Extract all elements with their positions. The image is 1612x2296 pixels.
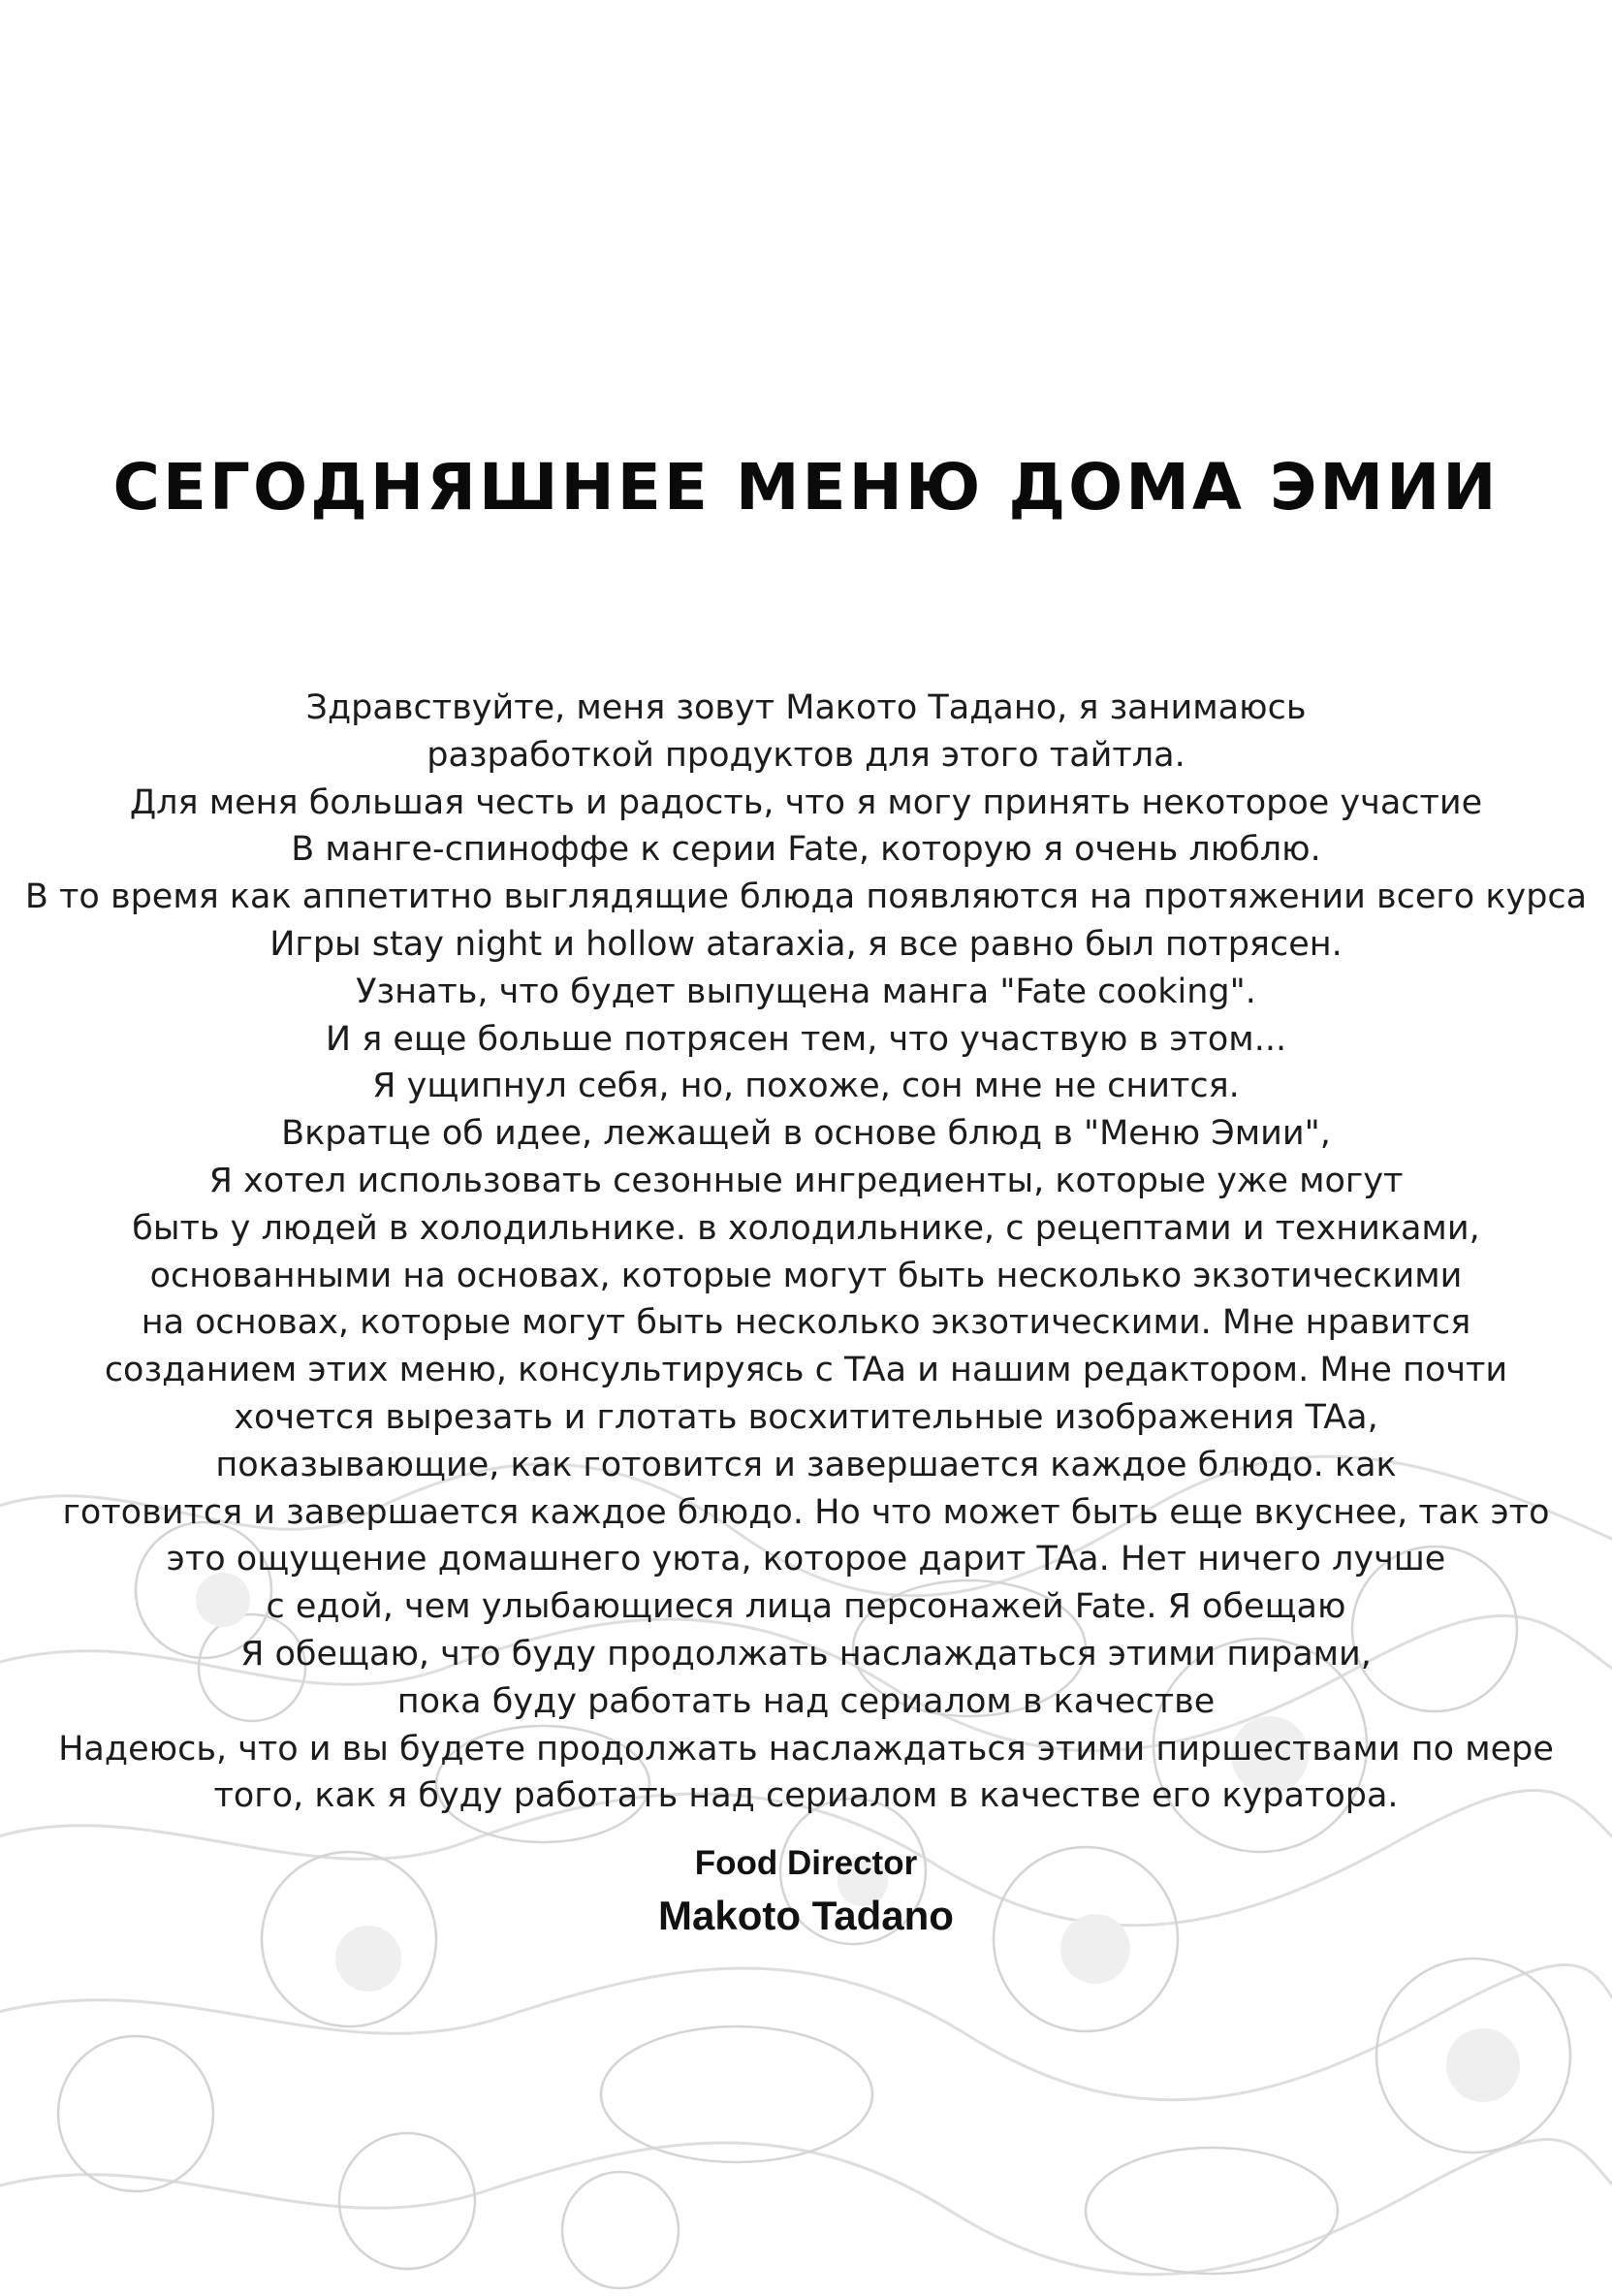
body-line: И я еще больше потрясен тем, что участвую в этом...: [325, 1019, 1287, 1059]
body-line: В манге-спиноффе к серии Fate, которую я очень люблю.: [291, 830, 1321, 870]
body-line: созданием этих меню, консультируясь с TAa и нашим редактором. Мне почти: [104, 1351, 1508, 1390]
body-line: с едой, чем улыбающиеся лица персонажей Fate. Я обещаю: [266, 1587, 1346, 1627]
body-line: хочется вырезать и глотать восхитительные изображения TAa,: [234, 1397, 1378, 1437]
body-line: разработкой продуктов для этого тайтла.: [427, 735, 1185, 775]
body-text: [0, 685, 1612, 1820]
body-line: Надеюсь, что и вы будете продолжать наслаждаться этими пиршествами по мере: [58, 1729, 1554, 1769]
body-line: Для меня большая честь и радость, что я могу принять некоторое участие: [129, 782, 1483, 822]
body-line: основанными на основах, которые могут быть несколько экзотическими: [149, 1256, 1463, 1295]
body-line: быть у людей в холодильнике. в холодильнике, с рецептами и техниками,: [132, 1208, 1480, 1248]
body-line: готовится и завершается каждое блюдо. Но что может быть еще вкуснее, так это: [62, 1492, 1550, 1532]
body-line: Узнать, что будет выпущена манга "Fate cooking".: [356, 972, 1256, 1011]
body-line: Я хотел использовать сезонные ингредиенты, которые уже могут: [208, 1161, 1404, 1200]
body-line: пока буду работать над сериалом в качестве: [396, 1681, 1216, 1721]
body-line: Я обещаю, что буду продолжать наслаждаться этими пирами,: [240, 1634, 1372, 1674]
body-line: Игры stay night и hollow ataraxia, я все равно был потрясен.: [269, 924, 1343, 964]
body-line: Я ущипнул себя, но, похоже, сон мне не снится.: [372, 1067, 1240, 1106]
signature: [0, 1840, 1612, 1945]
body-line: того, как я буду работать над сериалом в качестве его куратора.: [213, 1776, 1399, 1816]
body-line: Здравствуйте, меня зовут Макото Тадано, я занимаюсь: [305, 688, 1307, 727]
signature-role: Food Director: [694, 1844, 918, 1882]
body-line: показывающие, как готовится и завершается каждое блюдо. как: [215, 1445, 1397, 1484]
signature-name: Makoto Tadano: [658, 1893, 954, 1938]
body-line: Вкратце об идее, лежащей в основе блюд в "Меню Эмии",: [281, 1114, 1331, 1154]
body-line: это ощущение домашнего уюта, которое дарит TAa. Нет ничего лучше: [166, 1540, 1446, 1579]
body-line: на основах, которые могут быть несколько экзотическими. Мне нравится: [141, 1303, 1471, 1343]
page-title: СЕГОДНЯШНЕЕ МЕНЮ ДОМА ЭМИИ: [112, 450, 1500, 525]
body-line: В то время как аппетитно выглядящие блюда появляются на протяжении всего курса: [24, 877, 1588, 917]
